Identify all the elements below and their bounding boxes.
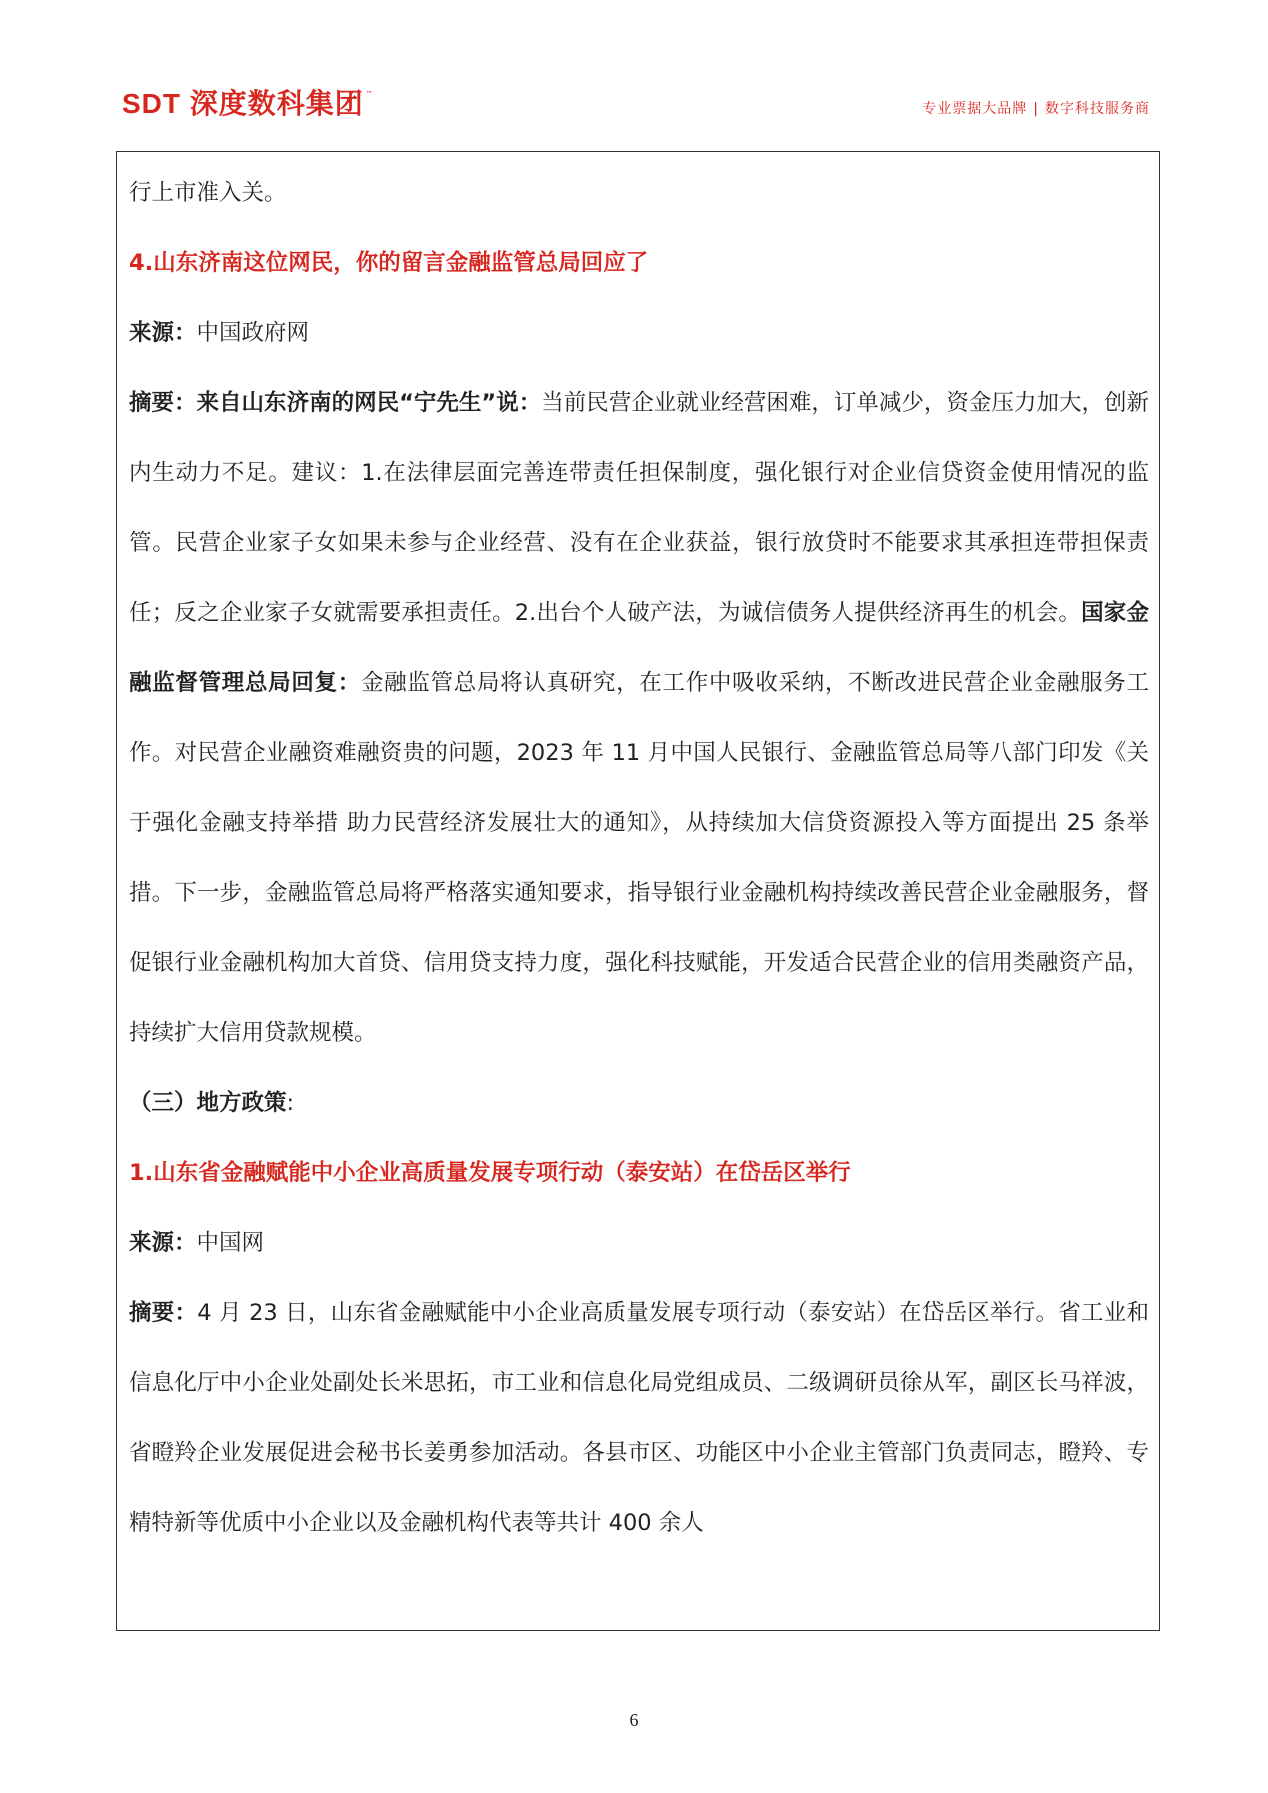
section-3-heading-text: （三）地方政策 — [129, 1090, 287, 1116]
reply-label: 国家金融监督管理总局回复： — [129, 600, 1149, 696]
policy-1-summary — [129, 1278, 1149, 1558]
slogan-right: 数字科技服务商 — [1045, 101, 1150, 117]
content-frame — [116, 151, 1160, 1631]
company-logo — [122, 88, 373, 120]
source-label: 来源： — [129, 1230, 197, 1256]
summary-text: 4 月 23 日，山东省金融赋能中小企业高质量发展专项行动（泰安站）在岱岳区举行。省工业和信息化厅中小企业处副处长米思拓，市工业和信息化局党组成员、二级调研员徐从军，副区长马祥波，省瞪羚企业发展促进会秘书长姜勇参加活动。各县市区、功能区中小企业主管部门负责同志，瞪羚、专精特新等优质中小企业以及金融机构代表等共计 400 余人 — [129, 1300, 1149, 1536]
page-header — [0, 0, 1268, 150]
source-label: 来源： — [129, 320, 197, 346]
slogan-separator: | — [1033, 101, 1039, 117]
summary-label: 摘要： — [129, 1300, 198, 1326]
logo-trademark: ™ — [365, 90, 373, 98]
source-value: 中国政府网 — [196, 320, 310, 346]
policy-1-title — [129, 1138, 1149, 1208]
item-4-source — [129, 298, 1149, 368]
summary-label: 摘要：来自山东济南的网民“宁先生”说： — [129, 390, 542, 416]
section-3-colon: : — [286, 1090, 295, 1116]
item-4-title — [129, 228, 1149, 298]
continued-line: 行上市准入关。 — [129, 180, 287, 206]
slogan-left: 专业票据大品牌 — [922, 101, 1028, 117]
source-value: 中国网 — [196, 1230, 265, 1256]
section-3-heading — [129, 1068, 1149, 1138]
logo-text: SDT 深度数科集团 — [122, 88, 364, 119]
item-4-title-text: 山东济南这位网民，你的留言金融监管总局回应了 — [153, 250, 649, 276]
policy-1-title-text: 山东省金融赋能中小企业高质量发展专项行动（泰安站）在岱岳区举行 — [153, 1160, 851, 1186]
policy-1-number: 1. — [129, 1160, 154, 1186]
header-slogan — [922, 98, 1150, 118]
document-body — [129, 158, 1149, 1558]
page-number: 6 — [629, 1710, 639, 1730]
summary-text-1: 当前民营企业就业经营困难，订单减少，资金压力加大，创新内生动力不足。建议：1.在法律层面完善连带责任担保制度，强化银行对企业信贷资金使用情况的监管。民营企业家子女如果未参与企业经营、没有在企业获益，银行放贷时不能要求其承担连带担保责任；反之企业家子女就需要承担责任。2.出台个人破产法，为诚信债务人提供经济再生的机会。 — [129, 390, 1149, 626]
item-4-number: 4. — [129, 250, 154, 276]
policy-1-source — [129, 1208, 1149, 1278]
summary-text-2: 金融监管总局将认真研究，在工作中吸收采纳，不断改进民营企业金融服务工作。对民营企业融资难融资贵的问题，2023 年 11 月中国人民银行、金融监管总局等八部门印发《关于强化金融支持举措 助力民营经济发展壮大的通知》，从持续加大信贷资源投入等方面提出 25 条举措。下一步，金融监管总局将严格落实通知要求，指导银行业金融机构持续改善民营企业金融服务，督促银行业金融机构加大首贷、信用贷支持力度，强化科技赋能，开发适合民营企业的信用类融资产品，持续扩大信用贷款规模。 — [129, 670, 1149, 1046]
item-4-summary — [129, 368, 1149, 1068]
